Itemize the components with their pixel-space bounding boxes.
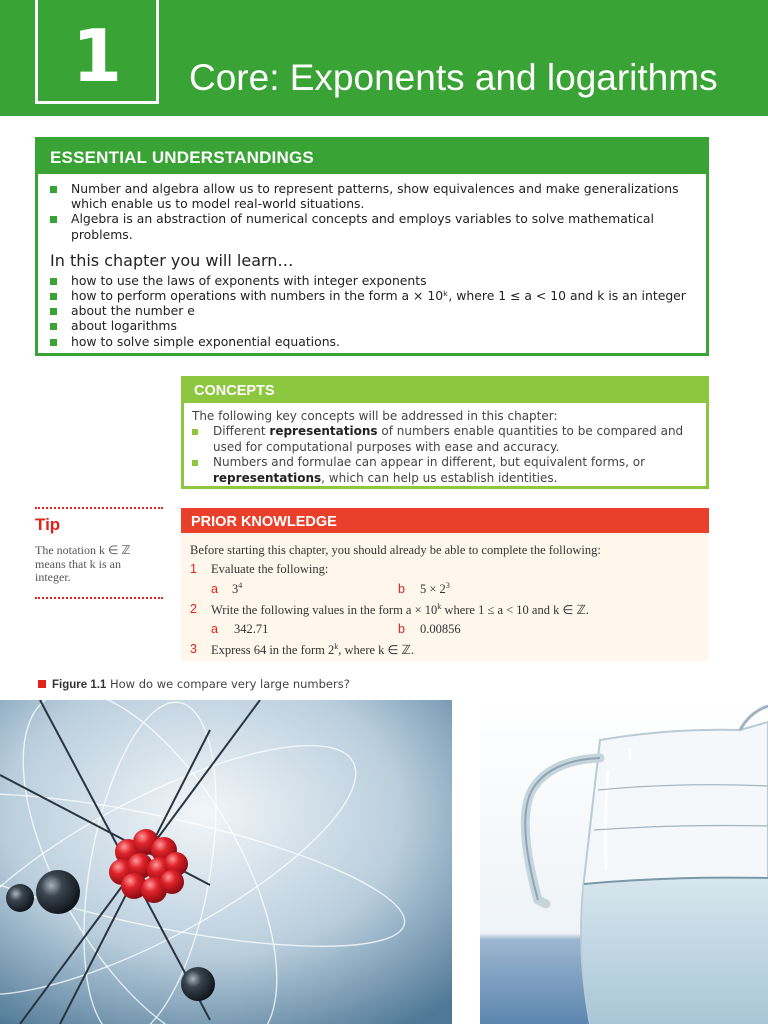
part-label: b <box>398 622 405 636</box>
learn-item: about the number e <box>50 303 706 318</box>
figure-label: Figure 1.1 <box>52 679 107 691</box>
atom-photo <box>0 700 452 1024</box>
prior-knowledge-heading: PRIOR KNOWLEDGE <box>181 508 709 533</box>
concept-text: of numbers enable quantities to be compared and used for computational purposes with ease and accuracy. <box>213 424 684 454</box>
concept-text: Different <box>213 424 270 438</box>
part-label: a <box>211 582 218 596</box>
question-text: Write the following values in the form $a \times 10^k$ where 1 ≤ a < 10 and k ∈ ℤ. <box>211 601 589 617</box>
figure-caption-text: How do we compare very large numbers? <box>106 677 350 691</box>
question-number: 1 <box>190 562 197 576</box>
tip-text: The notation k ∈ ℤ means that k is an integer. <box>35 543 131 585</box>
learn-item: about logarithms <box>50 318 706 333</box>
essential-understandings-box <box>35 137 709 356</box>
tip-box <box>35 507 163 599</box>
prior-knowledge-intro: Before starting this chapter, you should already be able to complete the following: <box>190 543 601 557</box>
chapter-number-box <box>35 0 159 104</box>
question-text: Evaluate the following: <box>211 562 329 576</box>
question-3 <box>190 642 705 658</box>
chapter-number: 1 <box>71 14 123 98</box>
concepts-heading: CONCEPTS <box>184 379 706 403</box>
concepts-intro: The following key concepts will be addressed in this chapter: <box>192 409 558 423</box>
water-jug-photo <box>480 700 768 1024</box>
figure-caption <box>38 677 350 692</box>
learn-item: how to use the laws of exponents with integer exponents <box>50 273 706 288</box>
question-1 <box>190 562 705 578</box>
question-1-parts <box>190 582 705 598</box>
electron <box>36 870 80 914</box>
essential-understandings-heading: ESSENTIAL UNDERSTANDINGS <box>38 140 706 174</box>
part-value: 342.71 <box>234 622 269 636</box>
question-text: Express 64 in the form 2$^k$, where k ∈ ℤ. <box>211 641 414 657</box>
caption-square-icon <box>38 680 46 688</box>
part-label: b <box>398 582 405 596</box>
part-value: $5 \times 2^3$ <box>420 580 450 596</box>
chapter-header <box>0 0 768 116</box>
concept-text: , which can help us establish identities. <box>321 470 558 485</box>
learn-heading: In this chapter you will learn… <box>50 250 294 270</box>
learn-item: how to solve simple exponential equations. <box>50 334 706 349</box>
water-jug-illustration <box>480 700 768 1024</box>
part-label: a <box>211 622 218 636</box>
concept-keyword: representations <box>269 424 378 438</box>
learn-item: how to perform operations with numbers in the form a × 10ᵏ, where 1 ≤ a < 10 and k is an integer <box>50 288 706 303</box>
question-number: 2 <box>190 602 197 616</box>
essential-item: Number and algebra allow us to represent patterns, show equivalences and make generalizations which enable us to model real-world situations. <box>50 181 706 211</box>
essential-list <box>38 181 706 242</box>
electron <box>181 967 215 1001</box>
concept-text: Numbers and formulae can appear in different, but equivalent forms, or <box>213 455 646 469</box>
question-number: 3 <box>190 642 197 656</box>
concepts-box <box>181 376 709 489</box>
concepts-list <box>184 424 706 486</box>
question-2 <box>190 602 705 618</box>
part-value: $3^4$ <box>232 580 243 596</box>
atom-illustration <box>0 700 452 1024</box>
essential-item: Algebra is an abstraction of numerical concepts and employs variables to solve mathematical problems. <box>50 211 706 241</box>
concept-item <box>192 424 696 455</box>
chapter-title: Core: Exponents and logarithms <box>189 57 718 98</box>
prior-knowledge-box <box>181 508 709 661</box>
concept-item <box>192 455 696 486</box>
electron <box>6 884 34 912</box>
learn-list <box>38 273 706 349</box>
tip-heading: Tip <box>35 515 61 534</box>
question-2-parts <box>190 622 705 638</box>
concept-keyword: representations <box>213 470 322 485</box>
part-value: 0.00856 <box>420 622 461 636</box>
